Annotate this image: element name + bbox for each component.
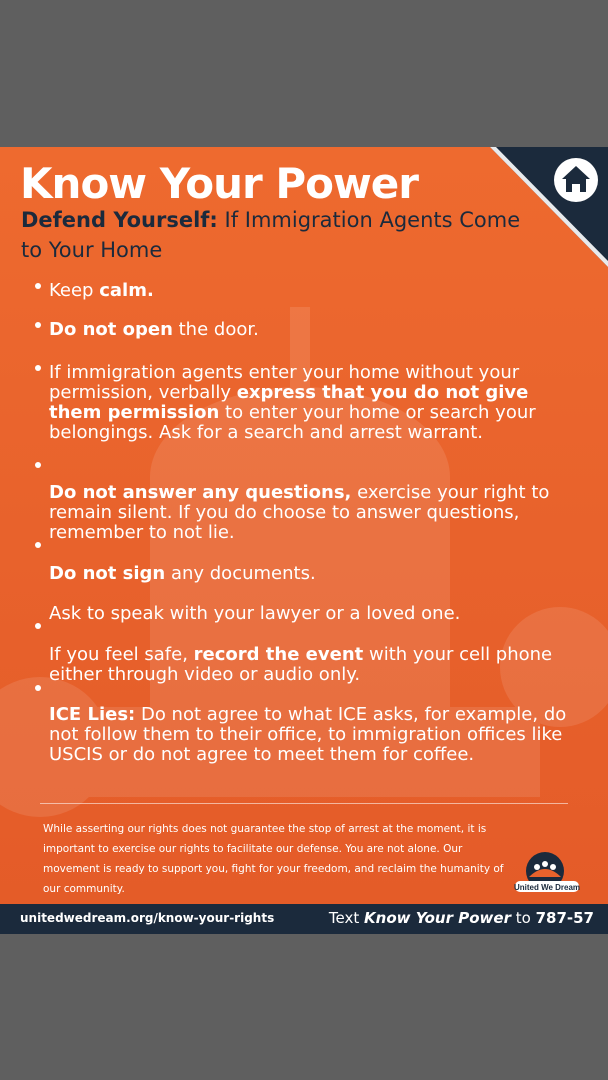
bullet bbox=[35, 462, 41, 468]
logo-text: United We Dream bbox=[513, 883, 581, 892]
bullet bbox=[35, 283, 41, 289]
subtitle-rest: If Immigration Agents Come to Your Home bbox=[21, 208, 521, 262]
united-we-dream-logo bbox=[507, 847, 587, 895]
subtitle bbox=[21, 205, 541, 265]
divider bbox=[40, 803, 568, 804]
disclaimer: While asserting our rights does not guarantee the stop of arrest at the moment, it is important to exercise our rights to facilitate our defense. You are not alone. Our movement is ready to support you, fight for your freedom, and reclaim the humanity of our community. bbox=[43, 823, 504, 895]
bullet bbox=[35, 685, 41, 691]
item-text: ICE Lies: Do not agree to what ICE asks, for example, do not follow them to their office, to immigration offices like USCIS or do not agree to meet them for coffee. bbox=[49, 704, 567, 765]
item-text: Keep calm. bbox=[49, 280, 154, 301]
page-title: Know Your Power bbox=[20, 159, 419, 208]
poster bbox=[0, 147, 608, 934]
bullet bbox=[35, 623, 41, 629]
bullet bbox=[35, 322, 41, 328]
bullet bbox=[35, 365, 41, 371]
text-to-number: Text Know Your Power to 787-57 bbox=[328, 909, 594, 927]
website-link[interactable]: unitedwedream.org/know-your-rights bbox=[20, 911, 275, 925]
subtitle-bold: Defend Yourself: bbox=[21, 208, 218, 232]
bullet bbox=[35, 542, 41, 548]
item-text: If you feel safe, record the event with your cell phone either through video or audio only. bbox=[49, 644, 553, 685]
footer-bar bbox=[0, 904, 608, 934]
item-text: If immigration agents enter your home without your permission, verbally express that you do not give them permission to enter your home or search your belongings. Ask for a search and arrest warrant. bbox=[49, 362, 536, 443]
item-text: Do not sign any documents. bbox=[49, 563, 316, 584]
item-text: Ask to speak with your lawyer or a loved one. bbox=[49, 603, 461, 624]
item-text: Do not open the door. bbox=[49, 319, 259, 340]
item-text: Do not answer any questions, exercise your right to remain silent. If you do choose to answer questions, remember to not lie. bbox=[49, 482, 550, 543]
